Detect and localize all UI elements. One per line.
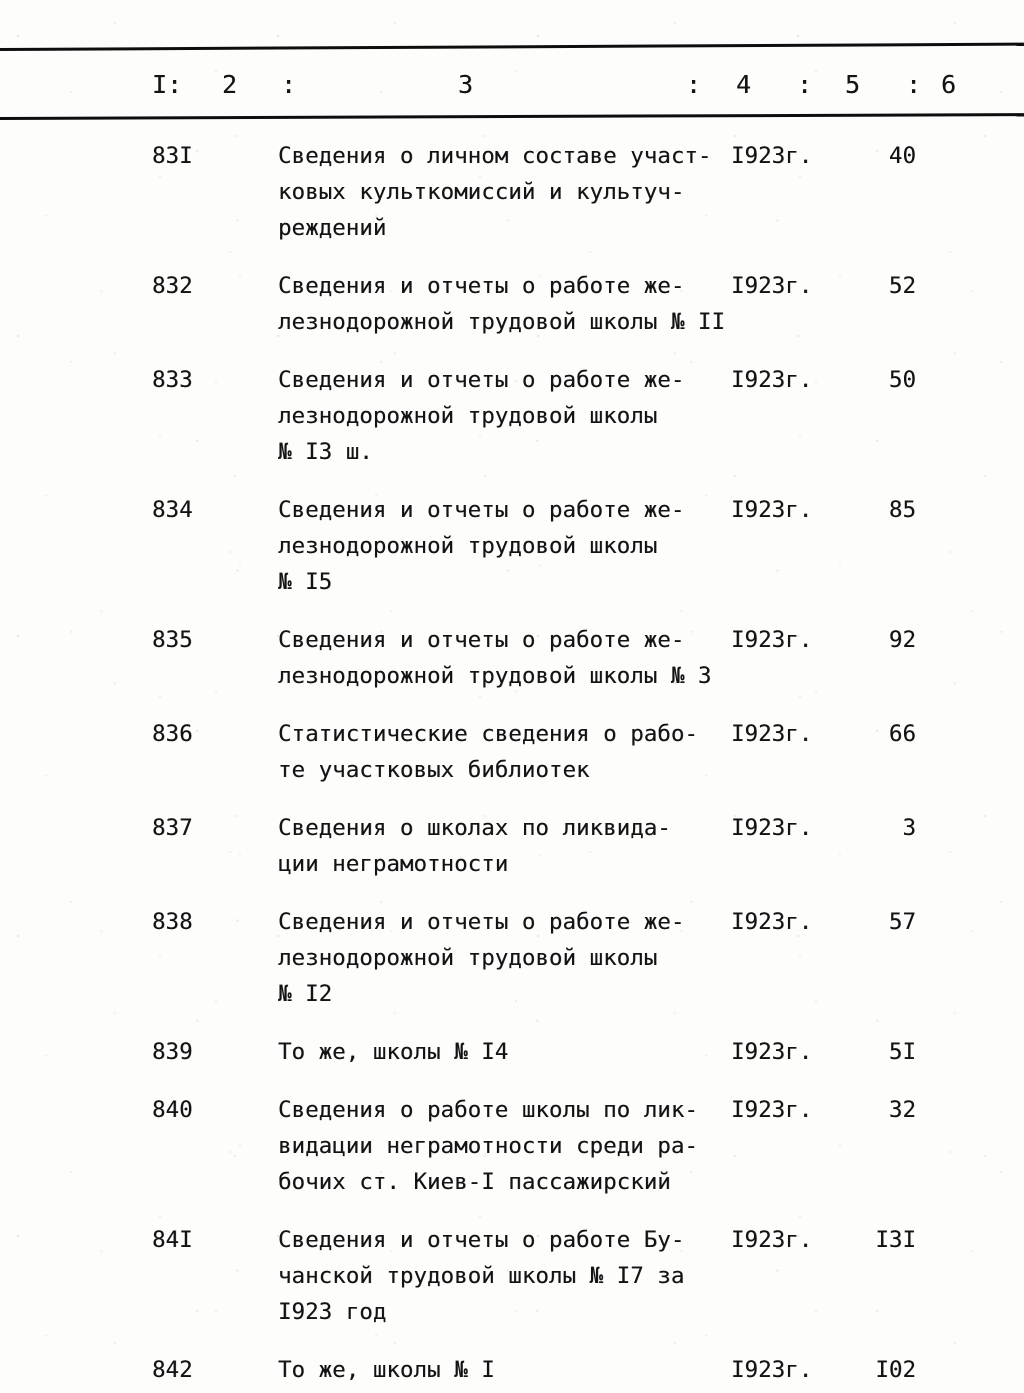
row-sheet-count: 50: [888, 367, 916, 393]
table-row: [0, 810, 1024, 904]
row-sheet-count: 52: [888, 273, 916, 299]
table-row: [0, 1092, 1024, 1222]
column-number-7: :: [797, 70, 813, 99]
row-date: I923г.: [731, 909, 813, 935]
row-case-number: 838: [152, 909, 193, 935]
row-description-line: чанской трудовой школы № I7 за: [278, 1263, 685, 1289]
row-description-line: лезнодорожной трудовой школы: [278, 945, 658, 971]
row-description: [278, 1352, 748, 1388]
row-date: I923г.: [731, 627, 813, 653]
row-description-line: № I5: [278, 569, 333, 595]
row-date: I923г.: [731, 497, 813, 523]
row-description-line: Сведения и отчеты о работе же-: [278, 627, 685, 653]
row-description-line: ковых культкомиссий и культуч-: [278, 179, 685, 205]
row-sheet-count: 5I: [888, 1039, 916, 1065]
row-description: [278, 492, 748, 600]
row-description-line: То же, школы № I: [278, 1357, 495, 1383]
row-case-number: 842: [152, 1357, 193, 1383]
row-description: [278, 1222, 748, 1330]
row-description-line: То же, школы № I4: [278, 1039, 509, 1065]
column-number-4: 3: [458, 70, 474, 99]
row-description-line: видации неграмотности среди ра-: [278, 1133, 698, 1159]
column-number-10: 6: [941, 70, 957, 99]
row-date: I923г.: [731, 1357, 813, 1383]
row-description: [278, 810, 748, 882]
row-case-number: 84I: [152, 1227, 193, 1253]
row-case-number: 834: [152, 497, 193, 523]
row-date: I923г.: [731, 1039, 813, 1065]
row-description-line: ции неграмотности: [278, 851, 509, 877]
header-separator-rule: [0, 113, 1024, 120]
row-description-line: № I2: [278, 981, 333, 1007]
table-row: [0, 1222, 1024, 1352]
row-sheet-count: 57: [888, 909, 916, 935]
row-description-line: Сведения о школах по ликвида-: [278, 815, 671, 841]
inventory-table-body: [0, 138, 1024, 1393]
row-description-line: те участковых библиотек: [278, 757, 590, 783]
row-description-line: Сведения о личном составе участ-: [278, 143, 712, 169]
row-description: [278, 1092, 748, 1200]
row-description-line: № I3 ш.: [278, 439, 373, 465]
row-description: [278, 1034, 748, 1070]
column-number-5: :: [686, 70, 702, 99]
row-description-line: Сведения и отчеты о работе Бу-: [278, 1227, 685, 1253]
row-description-line: Статистические сведения о рабо-: [278, 721, 698, 747]
row-case-number: 840: [152, 1097, 193, 1123]
row-description-line: Сведения о работе школы по лик-: [278, 1097, 698, 1123]
row-sheet-count: 85: [888, 497, 916, 523]
row-description: [278, 622, 748, 694]
row-case-number: 836: [152, 721, 193, 747]
row-case-number: 839: [152, 1039, 193, 1065]
row-case-number: 832: [152, 273, 193, 299]
row-description: [278, 268, 748, 340]
table-row: [0, 1352, 1024, 1393]
row-date: I923г.: [731, 1097, 813, 1123]
column-number-header-row: [0, 70, 1024, 114]
row-date: I923г.: [731, 721, 813, 747]
row-sheet-count: 66: [888, 721, 916, 747]
table-row: [0, 1034, 1024, 1092]
row-description-line: Сведения и отчеты о работе же-: [278, 367, 685, 393]
row-date: I923г.: [731, 367, 813, 393]
row-description-line: лезнодорожной трудовой школы № 3: [278, 663, 712, 689]
row-description: [278, 362, 748, 470]
row-description-line: бочих ст. Киев-I пассажирский: [278, 1169, 671, 1195]
row-description: [278, 904, 748, 1012]
row-description-line: реждений: [278, 215, 387, 241]
row-description: [278, 716, 748, 788]
table-row: [0, 622, 1024, 716]
column-number-1: I:: [152, 70, 183, 99]
row-description-line: I923 год: [278, 1299, 387, 1325]
row-case-number: 83I: [152, 143, 193, 169]
row-sheet-count: I02: [875, 1357, 916, 1383]
table-row: [0, 362, 1024, 492]
row-sheet-count: 3: [902, 815, 916, 841]
row-description-line: лезнодорожной трудовой школы: [278, 403, 658, 429]
table-row: [0, 138, 1024, 268]
column-number-2: 2: [222, 70, 238, 99]
top-horizontal-rule: [0, 43, 1024, 51]
row-date: I923г.: [731, 143, 813, 169]
row-description-line: Сведения и отчеты о работе же-: [278, 497, 685, 523]
table-row: [0, 716, 1024, 810]
row-description: [278, 138, 748, 246]
table-row: [0, 904, 1024, 1034]
row-date: I923г.: [731, 1227, 813, 1253]
row-sheet-count: 32: [888, 1097, 916, 1123]
table-row: [0, 492, 1024, 622]
row-date: I923г.: [731, 815, 813, 841]
column-number-9: :: [906, 70, 922, 99]
row-sheet-count: 92: [888, 627, 916, 653]
row-description-line: лезнодорожной трудовой школы № II: [278, 309, 726, 335]
column-number-6: 4: [736, 70, 752, 99]
row-description-line: Сведения и отчеты о работе же-: [278, 909, 685, 935]
row-description-line: Сведения и отчеты о работе же-: [278, 273, 685, 299]
row-sheet-count: I3I: [875, 1227, 916, 1253]
table-row: [0, 268, 1024, 362]
column-number-8: 5: [845, 70, 861, 99]
column-number-3: :: [281, 70, 297, 99]
row-date: I923г.: [731, 273, 813, 299]
row-case-number: 833: [152, 367, 193, 393]
row-case-number: 837: [152, 815, 193, 841]
row-sheet-count: 40: [888, 143, 916, 169]
row-case-number: 835: [152, 627, 193, 653]
row-description-line: лезнодорожной трудовой школы: [278, 533, 658, 559]
